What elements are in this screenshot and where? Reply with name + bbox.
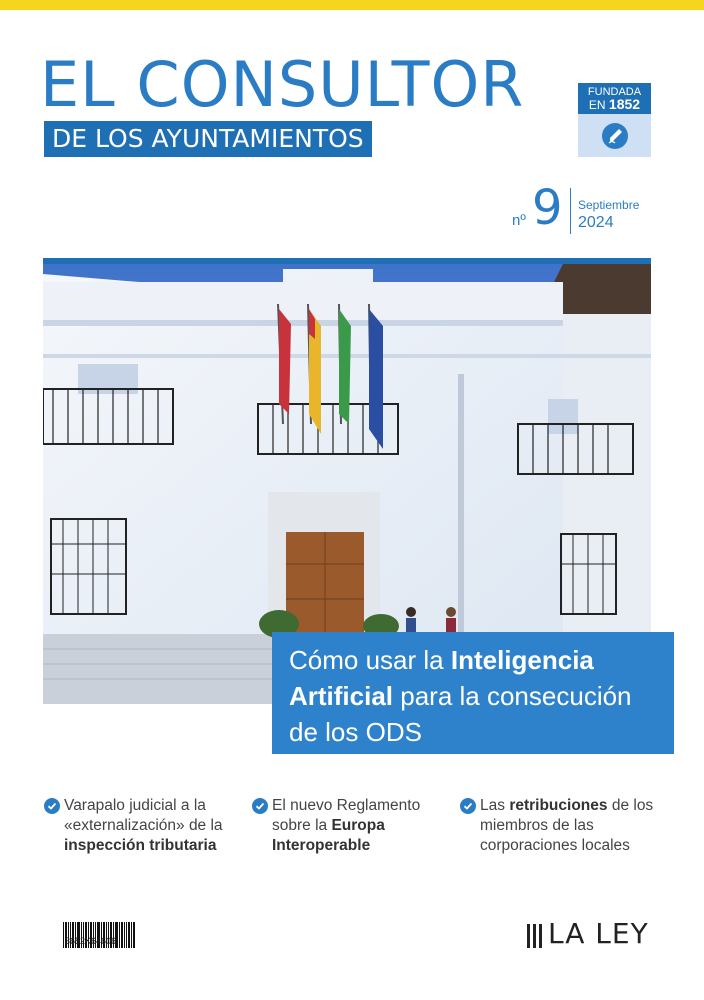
publisher-bars-icon	[527, 922, 545, 956]
issue-number-label: nº	[512, 212, 526, 229]
teaser-text: Las retribuciones de los miembros de las corporaciones locales	[480, 797, 654, 854]
headline-part1: Cómo usar la	[289, 645, 451, 675]
founded-year-line: EN 1852	[588, 96, 641, 112]
check-circle-icon	[252, 798, 268, 814]
issue-divider	[570, 188, 571, 234]
check-circle-icon	[460, 798, 476, 814]
publisher-name: LA LEY	[548, 917, 649, 950]
top-accent-bar	[0, 0, 704, 10]
teaser-text: El nuevo Reglamento sobre la Europa Interoperable	[272, 797, 421, 854]
founded-badge	[578, 83, 651, 157]
founded-year: 1852	[608, 96, 641, 112]
issue-month: Septiembre	[578, 198, 640, 212]
check-circle-icon	[44, 798, 60, 814]
headline-part2: para la consecución de los ODS	[289, 681, 632, 747]
magazine-subtitle: DE LOS AYUNTAMIENTOS	[44, 121, 372, 157]
headline-bold: Inteligencia Artificial	[289, 645, 594, 711]
founded-label: FUNDADA	[587, 86, 642, 98]
publisher-logo	[527, 917, 649, 951]
issue-year: 2024	[578, 214, 614, 231]
cover-headline	[272, 632, 674, 754]
magazine-title: EL CONSULTOR	[40, 48, 525, 121]
teaser-list	[44, 796, 664, 866]
issue-number: 9	[532, 180, 563, 236]
teaser-text: Varapalo judicial a la «externalización» de la inspección tributaria	[64, 797, 223, 854]
quill-pen-icon	[602, 123, 628, 149]
barcode-number: 3652K64606	[65, 936, 117, 946]
